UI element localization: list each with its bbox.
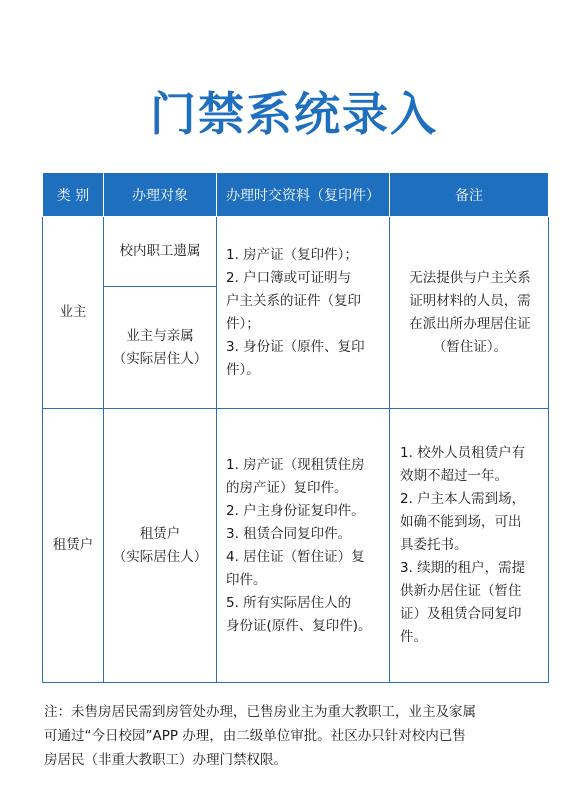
owner-documents	[217, 217, 390, 409]
owner-remarks	[390, 217, 549, 409]
target-line: 业主与亲属	[126, 327, 194, 344]
note-line: 无法提供与户主关系	[409, 269, 531, 286]
header-documents: 办理时交资料（复印件）	[217, 173, 390, 217]
doc-line: 件）；	[226, 315, 260, 332]
table-header-row	[43, 173, 549, 217]
note-line: 1. 校外人员租赁户有	[400, 445, 526, 461]
table-row	[43, 409, 549, 683]
target-line: （实际居住人）	[112, 548, 208, 565]
note-line: 供新办居住证（暂住	[400, 583, 522, 599]
note-line: 具委托书。	[400, 537, 468, 553]
doc-line: 1. 房产证（复印件）；	[226, 246, 358, 263]
tenant-documents	[217, 409, 390, 683]
target-tenant	[104, 409, 217, 683]
note-line: 3. 续期的租户，需提	[400, 560, 526, 576]
doc-line: 印件。	[226, 571, 267, 588]
note-line: 证明材料的人员，需	[409, 292, 531, 309]
target-line: 租赁户	[139, 525, 181, 542]
doc-line: 2. 户口簿或可证明与	[226, 269, 352, 286]
table-row	[43, 217, 549, 287]
doc-line: 4. 居住证（暂住证）复	[226, 548, 365, 565]
doc-line: 身份证(原件、复印件)。	[226, 617, 372, 634]
note-line: 在派出所办理居住证	[409, 315, 531, 332]
doc-line: 3. 租赁合同复印件。	[226, 525, 352, 542]
tenant-remarks	[390, 409, 549, 683]
doc-line: 2. 户主身份证复印件。	[226, 502, 365, 519]
note-line: 如确不能到场，可出	[400, 514, 522, 530]
page-title: 门禁系统录入	[150, 87, 438, 141]
note-line: 件。	[400, 629, 427, 645]
note-line: 证）及租赁合同复印	[400, 606, 522, 622]
target-line: （实际居住人）	[112, 350, 208, 367]
footnote-line: 注：未售房居民需到房管处办理，已售房业主为重大教职工，业主及家属	[44, 704, 476, 720]
header-category: 类 别	[43, 173, 104, 217]
category-owner: 业主	[43, 217, 104, 409]
note-line: （暂住证）。	[432, 338, 508, 355]
doc-line: 户主关系的证件（复印	[226, 292, 361, 309]
target-staff-survivors: 校内职工遗属	[104, 217, 217, 287]
target-owner-relatives	[104, 287, 217, 409]
note-line: 2. 户主本人需到场，	[400, 491, 526, 507]
doc-line: 件）。	[226, 361, 260, 378]
footnote-line: 房居民（非重大教职工）办理门禁权限。	[44, 752, 287, 768]
footnote-line: 可通过“今日校园”APP 办理，由二级单位审批。社区办只针对校内已售	[44, 728, 466, 744]
access-registration-table	[42, 172, 549, 683]
doc-line: 的房产证）复印件。	[226, 479, 348, 496]
doc-line: 3. 身份证（原件、复印	[226, 338, 365, 355]
footnote	[44, 700, 548, 772]
category-tenant: 租赁户	[43, 409, 104, 683]
doc-line: 5. 所有实际居住人的	[226, 594, 352, 611]
header-target: 办理对象	[104, 173, 217, 217]
doc-line: 1. 房产证（现租赁住房	[226, 456, 365, 473]
header-remarks: 备注	[390, 173, 549, 217]
note-line: 效期不超过一年。	[400, 468, 508, 484]
